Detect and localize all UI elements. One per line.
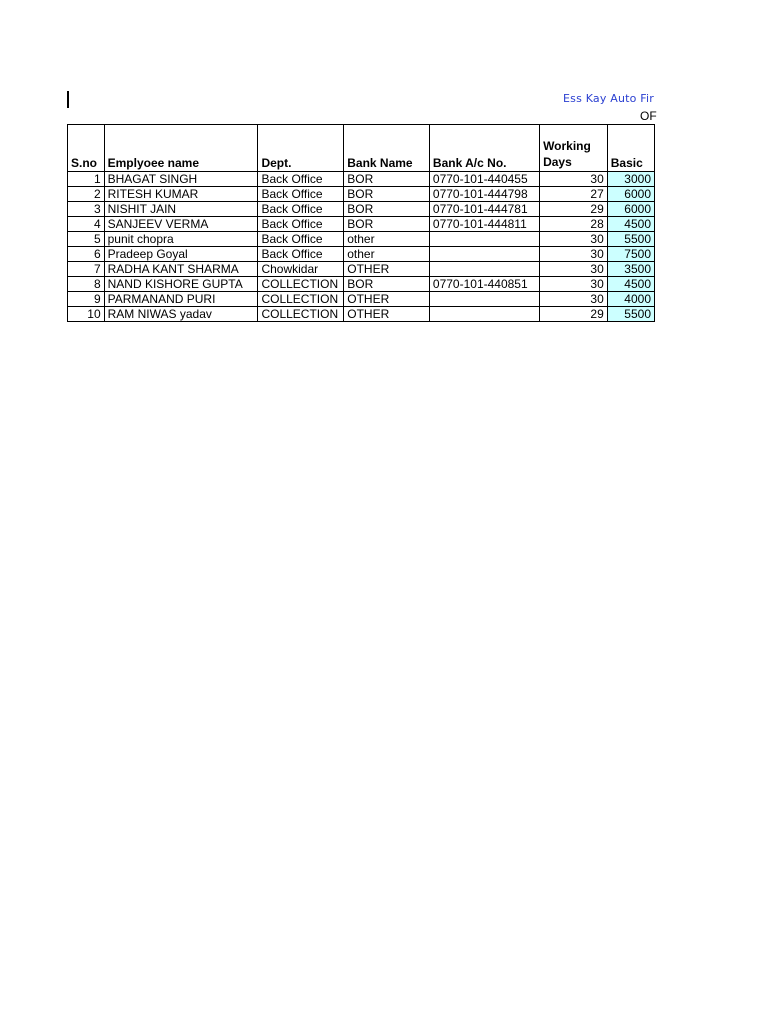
header-row (68, 125, 655, 172)
cell-bank-name[interactable]: BOR (344, 277, 430, 292)
cell-employee-name[interactable]: NAND KISHORE GUPTA (104, 277, 258, 292)
cell-bank-account[interactable]: 0770-101-440455 (429, 172, 539, 187)
header-working-days-line2: Days (543, 155, 572, 169)
cell-bank-account[interactable] (429, 262, 539, 277)
header-employee-name[interactable]: Emplyoee name (104, 125, 258, 172)
cell-working-days[interactable]: 30 (540, 262, 608, 277)
cell-bank-name[interactable]: BOR (344, 202, 430, 217)
cell-bank-name[interactable]: other (344, 232, 430, 247)
cell-sno[interactable]: 10 (68, 307, 105, 322)
cell-basic[interactable]: 3500 (607, 262, 654, 277)
cell-working-days[interactable]: 29 (540, 307, 608, 322)
cell-basic[interactable]: 4000 (607, 292, 654, 307)
cell-bank-account[interactable]: 0770-101-444798 (429, 187, 539, 202)
cell-bank-account[interactable]: 0770-101-444811 (429, 217, 539, 232)
table-row (68, 232, 655, 247)
cell-working-days[interactable]: 30 (540, 232, 608, 247)
cell-dept[interactable]: Chowkidar (258, 262, 344, 277)
cell-basic[interactable]: 6000 (607, 202, 654, 217)
cell-sno[interactable]: 2 (68, 187, 105, 202)
table-row (68, 307, 655, 322)
cell-employee-name[interactable]: PARMANAND PURI (104, 292, 258, 307)
header-basic[interactable]: Basic (607, 125, 654, 172)
cell-dept[interactable]: COLLECTION (258, 277, 344, 292)
header-sno[interactable]: S.no (68, 125, 105, 172)
cell-basic[interactable]: 5500 (607, 307, 654, 322)
cell-employee-name[interactable]: Pradeep Goyal (104, 247, 258, 262)
cell-basic[interactable]: 7500 (607, 247, 654, 262)
cell-basic[interactable]: 5500 (607, 232, 654, 247)
employee-table (67, 124, 655, 322)
table-row (68, 247, 655, 262)
cell-employee-name[interactable]: RITESH KUMAR (104, 187, 258, 202)
table-row (68, 292, 655, 307)
cell-sno[interactable]: 3 (68, 202, 105, 217)
cell-bank-account[interactable] (429, 232, 539, 247)
cell-dept[interactable]: Back Office (258, 247, 344, 262)
cell-sno[interactable]: 6 (68, 247, 105, 262)
cell-bank-account[interactable] (429, 307, 539, 322)
header-working-days-line1: Working (543, 139, 591, 153)
cell-dept[interactable]: COLLECTION (258, 307, 344, 322)
cell-employee-name[interactable]: NISHIT JAIN (104, 202, 258, 217)
cell-employee-name[interactable]: BHAGAT SINGH (104, 172, 258, 187)
header-bank-account[interactable]: Bank A/c No. (429, 125, 539, 172)
cell-sno[interactable]: 8 (68, 277, 105, 292)
cell-sno[interactable]: 1 (68, 172, 105, 187)
cell-bank-name[interactable]: other (344, 247, 430, 262)
cell-dept[interactable]: COLLECTION (258, 292, 344, 307)
cell-dept[interactable]: Back Office (258, 172, 344, 187)
cell-basic[interactable]: 4500 (607, 217, 654, 232)
cell-employee-name[interactable]: punit chopra (104, 232, 258, 247)
table-row (68, 277, 655, 292)
cell-bank-name[interactable]: BOR (344, 187, 430, 202)
cell-bank-account[interactable]: 0770-101-440851 (429, 277, 539, 292)
cell-working-days[interactable]: 27 (540, 187, 608, 202)
cell-dept[interactable]: Back Office (258, 202, 344, 217)
cell-bank-account[interactable] (429, 292, 539, 307)
header-working-days[interactable] (540, 125, 608, 172)
table-row (68, 202, 655, 217)
cell-dept[interactable]: Back Office (258, 232, 344, 247)
company-name: Ess Kay Auto Fir (563, 92, 655, 105)
table-row (68, 217, 655, 232)
cell-basic[interactable]: 4500 (607, 277, 654, 292)
cell-bank-name[interactable]: OTHER (344, 262, 430, 277)
cell-dept[interactable]: Back Office (258, 217, 344, 232)
cell-bank-name[interactable]: BOR (344, 217, 430, 232)
cell-working-days[interactable]: 30 (540, 292, 608, 307)
cell-sno[interactable]: 5 (68, 232, 105, 247)
cell-sno[interactable]: 4 (68, 217, 105, 232)
cell-bank-name[interactable]: OTHER (344, 307, 430, 322)
table-row (68, 262, 655, 277)
header-bank-name[interactable]: Bank Name (344, 125, 430, 172)
cell-sno[interactable]: 7 (68, 262, 105, 277)
text-cursor (67, 91, 69, 108)
cell-dept[interactable]: Back Office (258, 187, 344, 202)
cell-working-days[interactable]: 30 (540, 247, 608, 262)
cell-employee-name[interactable]: RAM NIWAS yadav (104, 307, 258, 322)
table-row (68, 172, 655, 187)
cell-employee-name[interactable]: RADHA KANT SHARMA (104, 262, 258, 277)
cell-bank-account[interactable]: 0770-101-444781 (429, 202, 539, 217)
cell-working-days[interactable]: 30 (540, 172, 608, 187)
table-row (68, 187, 655, 202)
cell-basic[interactable]: 3000 (607, 172, 654, 187)
cell-bank-name[interactable]: BOR (344, 172, 430, 187)
sheet-subtitle: OF (640, 109, 657, 123)
cell-working-days[interactable]: 29 (540, 202, 608, 217)
header-dept[interactable]: Dept. (258, 125, 344, 172)
cell-bank-account[interactable] (429, 247, 539, 262)
cell-basic[interactable]: 6000 (607, 187, 654, 202)
cell-working-days[interactable]: 30 (540, 277, 608, 292)
cell-working-days[interactable]: 28 (540, 217, 608, 232)
salary-sheet (67, 124, 655, 330)
cell-sno[interactable]: 9 (68, 292, 105, 307)
cell-bank-name[interactable]: OTHER (344, 292, 430, 307)
cell-employee-name[interactable]: SANJEEV VERMA (104, 217, 258, 232)
